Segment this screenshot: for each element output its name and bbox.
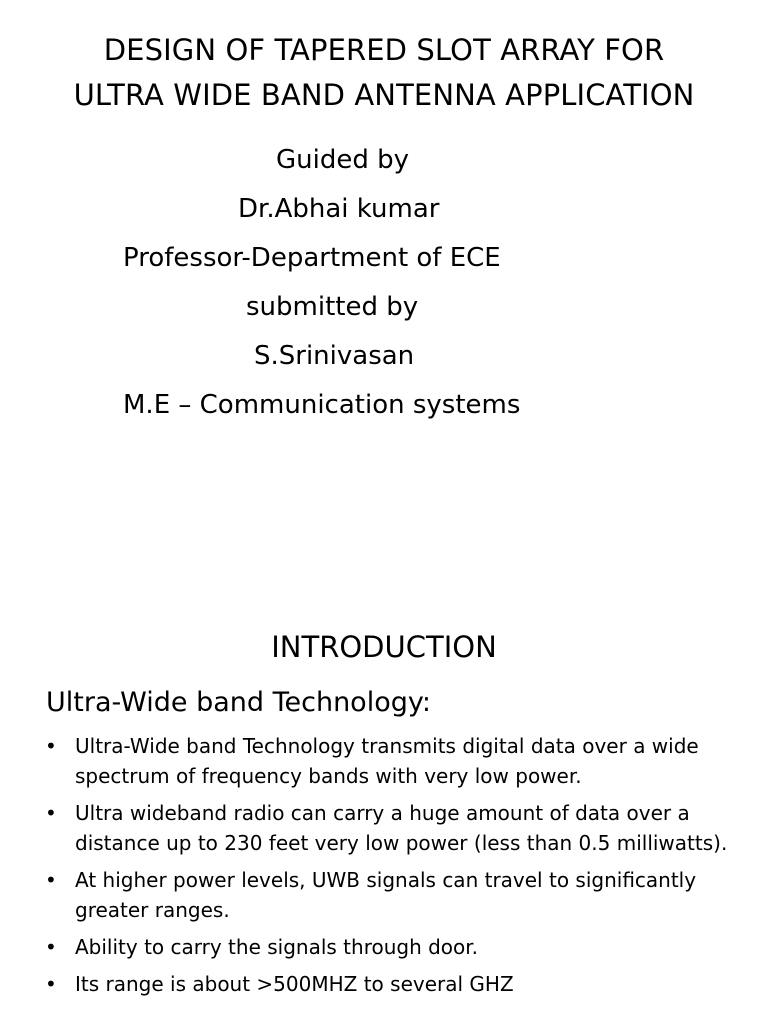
list-item xyxy=(0,932,768,962)
guide-title: Professor-Department of ECE xyxy=(123,243,501,273)
list-item xyxy=(0,798,768,858)
introduction-title: INTRODUCTION xyxy=(271,630,497,664)
list-item xyxy=(0,865,768,925)
presentation-title xyxy=(20,28,748,118)
list-item-text: Ultra wideband radio can carry a huge amount of data over a distance up to 230 feet very low power (less than 0.5 milliwatts). xyxy=(75,801,728,855)
title-slide xyxy=(0,0,768,440)
list-item-text: Ultra-Wide band Technology transmits digital data over a wide spectrum of frequency bands with very low power. xyxy=(75,734,699,788)
uwb-technology-heading: Ultra-Wide band Technology: xyxy=(46,687,431,718)
list-item-text: At higher power levels, UWB signals can travel to significantly greater ranges. xyxy=(75,868,697,922)
list-item xyxy=(0,969,768,999)
bullet-icon: • xyxy=(45,734,57,758)
title-line-1: DESIGN OF TAPERED SLOT ARRAY FOR xyxy=(103,33,665,67)
submitted-by-label: submitted by xyxy=(246,292,419,322)
introduction-slide xyxy=(0,440,768,1024)
bullet-icon: • xyxy=(45,868,57,892)
bullet-icon: • xyxy=(45,972,57,996)
title-line-2: ULTRA WIDE BAND ANTENNA APPLICATION xyxy=(73,78,695,112)
student-name: S.Srinivasan xyxy=(254,341,415,371)
list-item xyxy=(0,731,768,791)
uwb-bullet-list xyxy=(0,731,768,1006)
bullet-icon: • xyxy=(45,801,57,825)
bullet-icon: • xyxy=(45,935,57,959)
student-program: M.E – Communication systems xyxy=(123,390,521,420)
guided-by-label: Guided by xyxy=(276,145,410,175)
guide-name: Dr.Abhai kumar xyxy=(238,194,440,224)
list-item-text: Its range is about >500MHZ to several GHZ xyxy=(75,972,514,996)
list-item-text: Ability to carry the signals through door. xyxy=(75,935,479,959)
